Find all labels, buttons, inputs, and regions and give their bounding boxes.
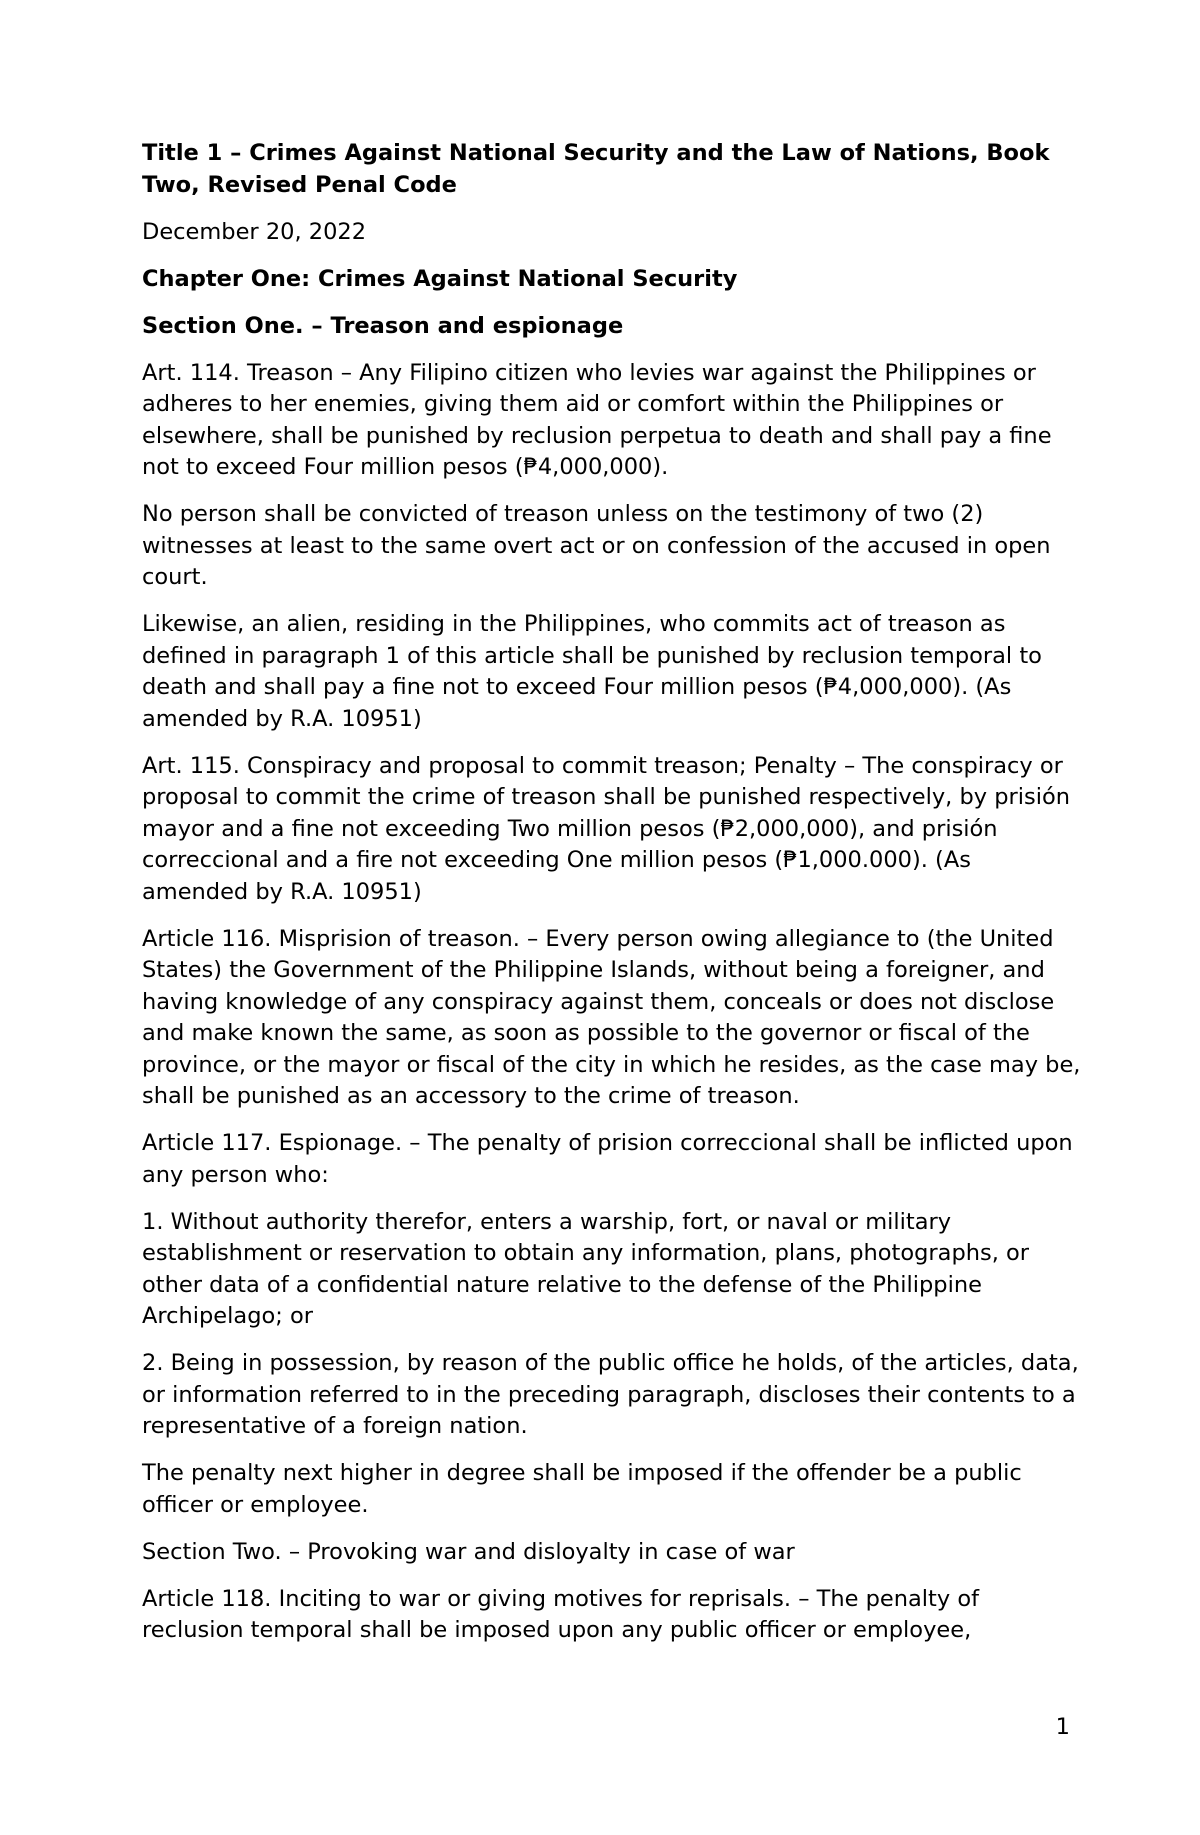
section-two-heading: Section Two. – Provoking war and disloyalty in case of war [142,1538,795,1565]
document-title: Title 1 – Crimes Against National Security and the Law of Nations, Book Two, Revised Penal Code [142,140,1050,198]
article-116-paragraph: Article 116. Misprision of treason. – Every person owing allegiance to (the United States) the Government of the Philippine Islands, without being a foreigner, and having knowledge of any conspiracy against them, conceals or does not disclose and make known the same, as soon as possible to the governor or fiscal of the province, or the mayor or fiscal of the city in which he resides, as the case may be, shall be punished as an accessory to the crime of treason. [142,925,1081,1109]
document-date: December 20, 2022 [142,218,367,245]
article-115-paragraph: Art. 115. Conspiracy and proposal to commit treason; Penalty – The conspiracy or proposal to commit the crime of treason shall be punished respectively, by prisión mayor and a fine not exceeding Two million pesos (₱2,000,000), and prisión correccional and a fire not exceeding One million pesos (₱1,000.000). (As amended by R.A. 10951) [142,752,1070,905]
chapter-heading: Chapter One: Crimes Against National Security [142,265,738,292]
page-number: 1 [1055,1714,1070,1740]
article-117-paragraph: Article 117. Espionage. – The penalty of prision correccional shall be inflicted upon any person who: [142,1130,1073,1188]
article-118-paragraph: Article 118. Inciting to war or giving motives for reprisals. – The penalty of reclusion temporal shall be imposed upon any public officer or employee, [142,1585,980,1643]
article-114-paragraph: Art. 114. Treason – Any Filipino citizen who levies war against the Philippines or adheres to her enemies, giving them aid or comfort within the Philippines or elsewhere, shall be punished by reclusion perpetua to death and shall pay a fine not to exceed Four million pesos (₱4,000,000). [142,359,1052,480]
penalty-higher-paragraph: The penalty next higher in degree shall be imposed if the offender be a public officer or employee. [142,1460,1022,1518]
section-one-heading: Section One. – Treason and espionage [142,312,624,339]
espionage-item-2: 2. Being in possession, by reason of the public office he holds, of the articles, data, or information referred to in the preceding paragraph, discloses their contents to a representative of a foreign nation. [142,1350,1079,1439]
alien-treason-paragraph: Likewise, an alien, residing in the Philippines, who commits act of treason as defined in paragraph 1 of this article shall be punished by reclusion temporal to death and shall pay a fine not to exceed Four million pesos (₱4,000,000). (As amended by R.A. 10951) [142,611,1042,732]
espionage-item-1: 1. Without authority therefor, enters a warship, fort, or naval or military establishment or reservation to obtain any information, plans, photographs, or other data of a confidential nature relative to the defense of the Philippine Archipelago; or [142,1208,1030,1329]
document-body [142,138,1082,1662]
treason-testimony-paragraph: No person shall be convicted of treason unless on the testimony of two (2) witnesses at least to the same overt act or on confession of the accused in open court. [142,501,1051,590]
